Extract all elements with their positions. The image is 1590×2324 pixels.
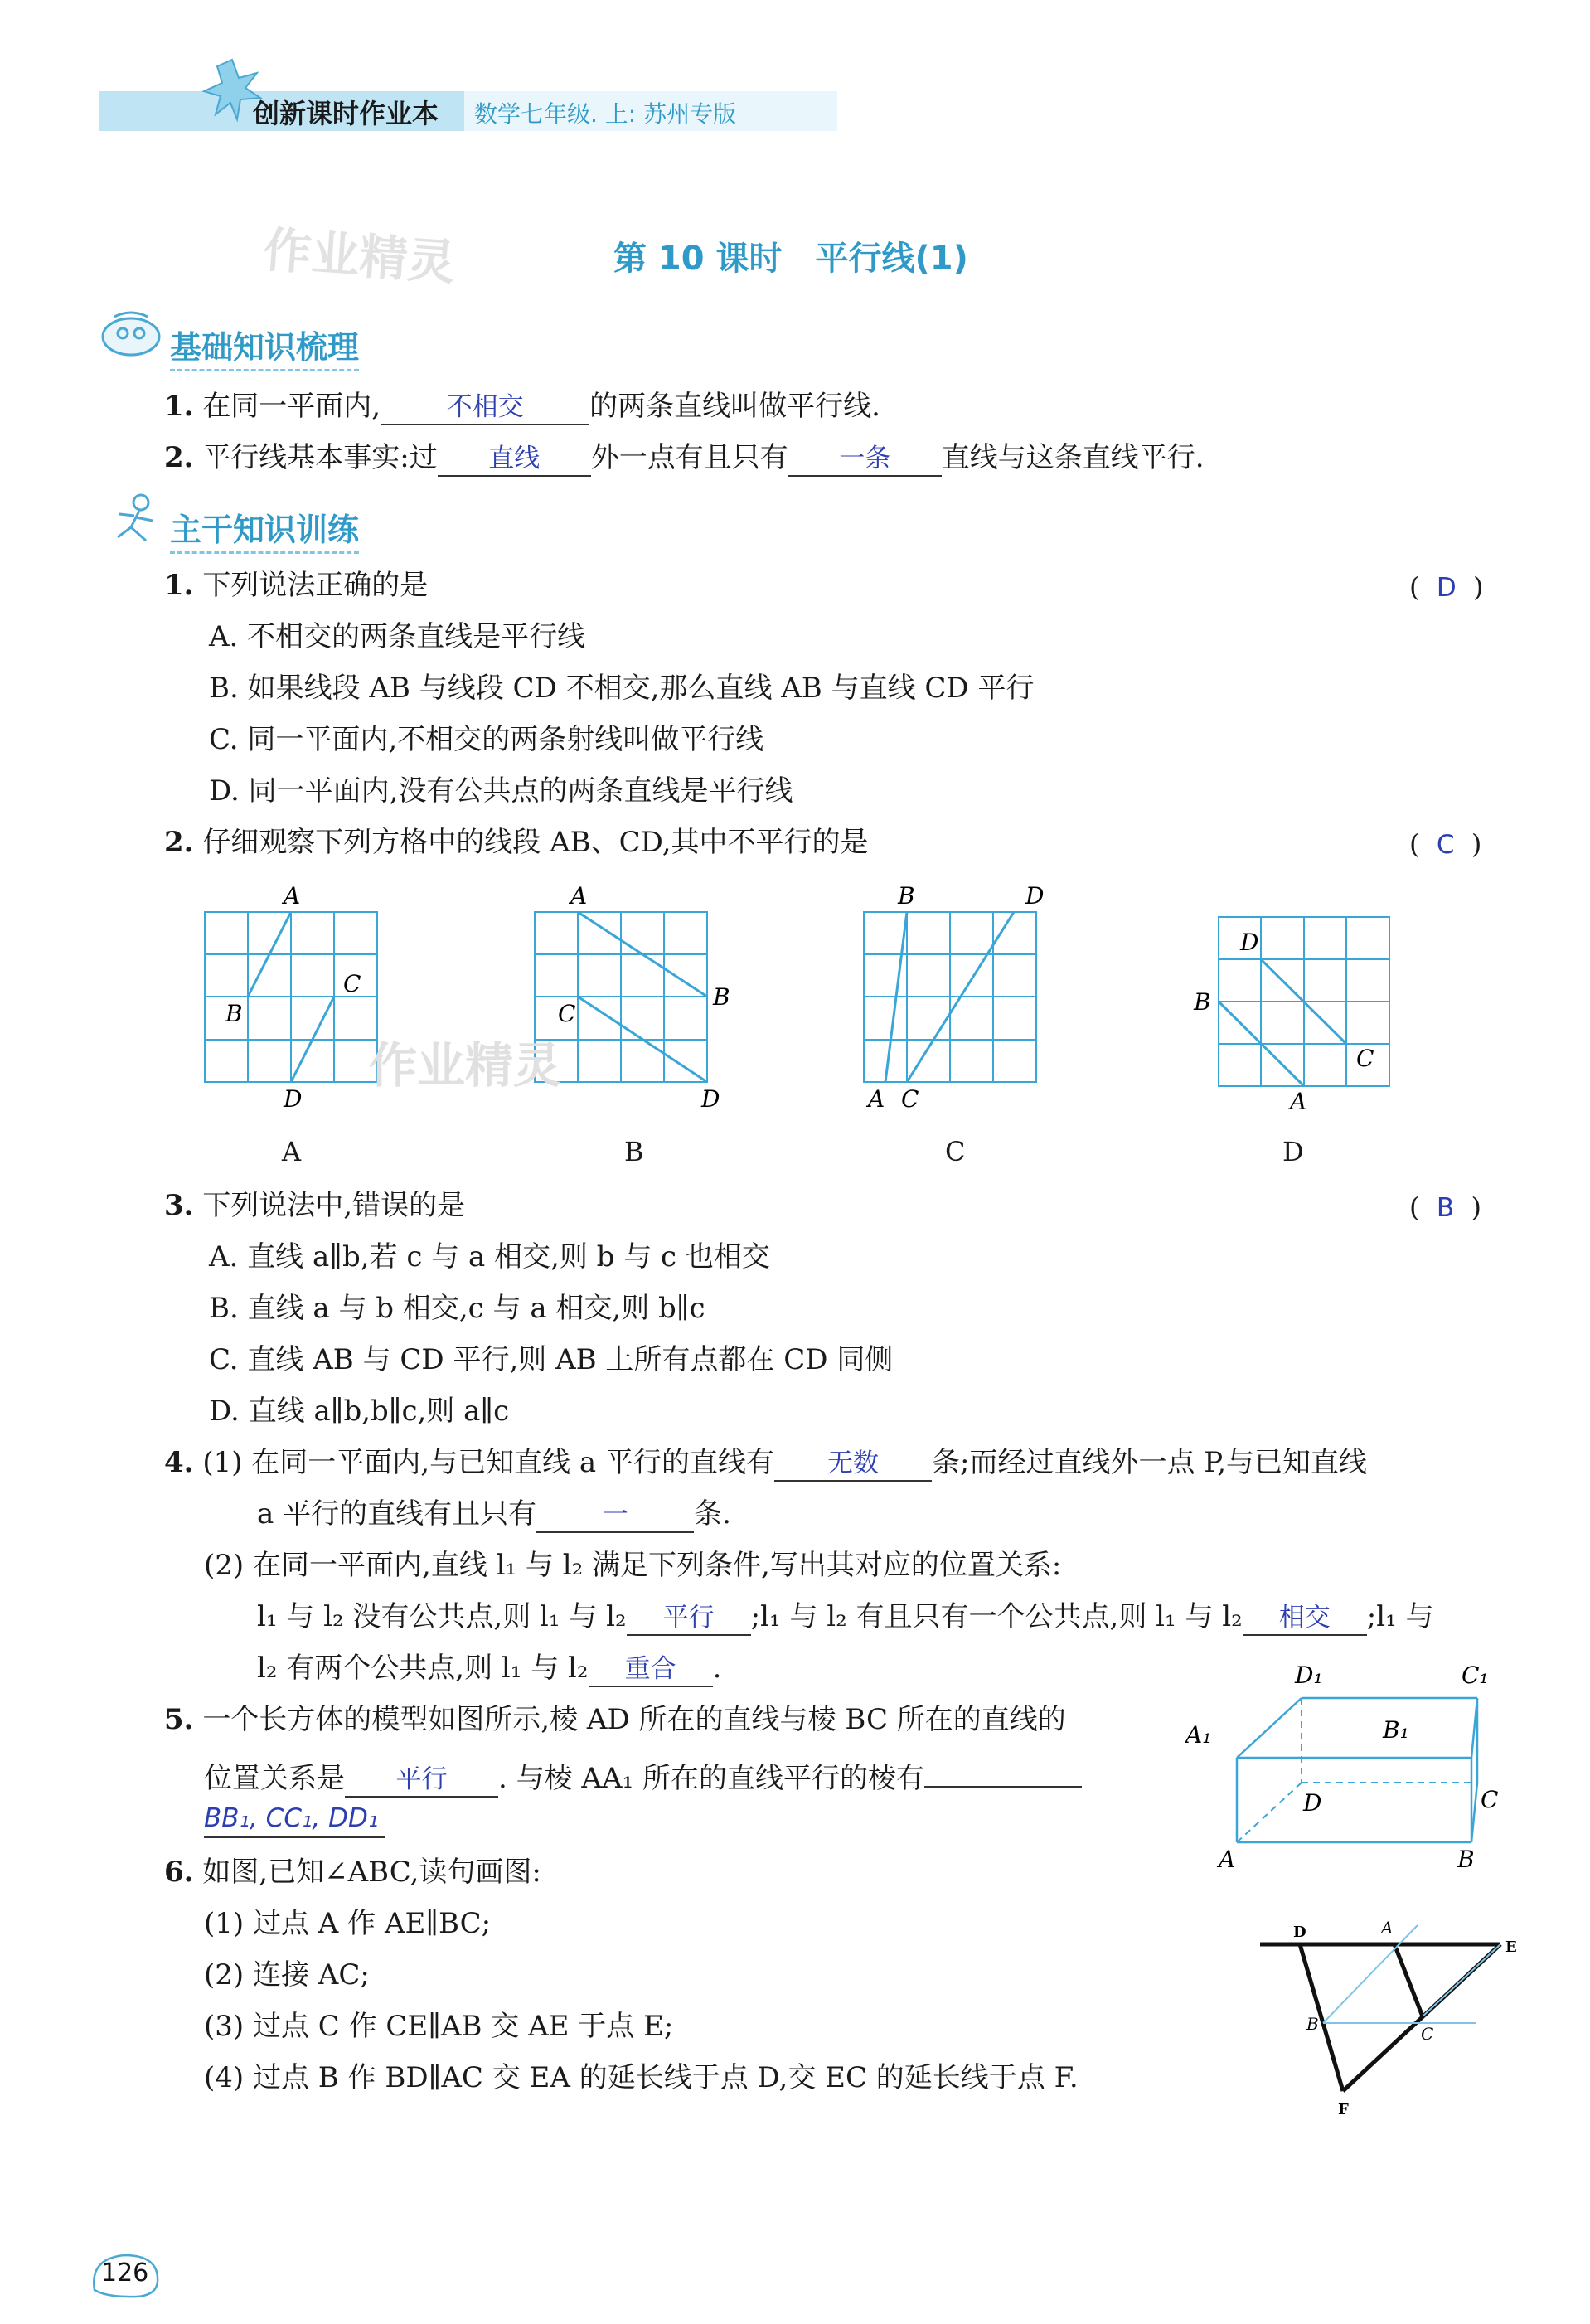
grid-b-label-c: C	[558, 1000, 576, 1027]
s2-q4-line2	[257, 1496, 731, 1533]
construction-figure	[1252, 1907, 1525, 2123]
s2-q2-num: 2.	[164, 826, 194, 859]
s2-q5-line3	[204, 1799, 385, 1838]
s1-q2-answer1: 直线	[488, 444, 541, 473]
s2-q3-text: 下列说法中,错误的是	[202, 1189, 466, 1222]
s2-q3-option-a: A. 直线 a∥b,若 c 与 a 相交,则 b 与 c 也相交	[209, 1240, 770, 1274]
s2-q6-num: 6.	[164, 1856, 194, 1889]
cuboid-label-b1: B₁	[1383, 1716, 1409, 1744]
s2-q4-p2a-answer: 平行	[662, 1603, 715, 1633]
page-number: 126	[101, 2259, 149, 2288]
s2-q4-p1b-answer: 一	[602, 1500, 628, 1530]
watermark-middle: 作业精灵	[369, 1037, 562, 1094]
s2-q4-p2a-answer2: 相交	[1278, 1603, 1331, 1633]
grid-a-label-a: A	[284, 882, 301, 910]
grid-d-label-d: D	[1240, 929, 1259, 956]
grid-d-label-a: A	[1290, 1088, 1307, 1115]
header-series: 创新课时作业本	[253, 98, 439, 129]
grid-figure-c	[850, 879, 1082, 1111]
s2-q2-stem	[164, 824, 869, 861]
grid-c-label-c: C	[901, 1085, 919, 1111]
s2-q1-option-d: D. 同一平面内,没有公共点的两条直线是平行线	[209, 774, 793, 808]
s2-q4-p2: (2) 在同一平面内,直线 l₁ 与 l₂ 满足下列条件,写出其对应的位置关系:	[204, 1549, 1062, 1582]
watermark-top: 作业精灵	[261, 221, 458, 291]
s2-q6-step-3: (3) 过点 C 作 CE∥AB 交 AE 于点 E;	[204, 2010, 674, 2043]
s2-q4-p2a-post: ;l₁ 与	[1366, 1600, 1434, 1633]
s2-q1-answer: D	[1436, 573, 1457, 603]
grid-b-label-a: A	[570, 882, 588, 910]
s2-q1-option-c: C. 同一平面内,不相交的两条射线叫做平行线	[209, 723, 764, 756]
grid-a-label-d: D	[284, 1085, 303, 1111]
section2-title: 主干知识训练	[170, 504, 359, 554]
s2-q1-option-a: A. 不相交的两条直线是平行线	[209, 620, 586, 653]
s2-q2-text: 仔细观察下列方格中的线段 AB、CD,其中不平行的是	[202, 826, 869, 859]
s2-q6-text: 如图,已知∠ABC,读句画图:	[202, 1856, 541, 1889]
s2-q5-l1: 一个长方体的模型如图所示,棱 AD 所在的直线与棱 BC 所在的直线的	[202, 1703, 1066, 1736]
s2-q4-line1	[164, 1444, 1367, 1482]
s2-q5-l2-answer: 平行	[395, 1764, 448, 1794]
s1-q1-post: 的两条直线叫做平行线.	[589, 390, 880, 423]
cuboid-label-a1: A₁	[1185, 1721, 1212, 1749]
s2-q4-p1b-post: 条.	[694, 1497, 731, 1531]
s2-q1-num: 1.	[164, 569, 194, 602]
grid-d-label-c: C	[1356, 1045, 1374, 1072]
s1-q2-num: 2.	[164, 441, 194, 474]
lesson-title: 第 10 课时 平行线(1)	[613, 240, 968, 278]
cuboid-label-a: A	[1219, 1846, 1236, 1873]
grid-figure-d	[1187, 879, 1403, 1115]
s2-q4-p1-answer: 无数	[827, 1448, 879, 1478]
grid-caption-a: A	[282, 1136, 302, 1167]
s2-q4-line4	[257, 1599, 1434, 1636]
s2-q4-p2a-mid: ;l₁ 与 l₂ 有且只有一个公共点,则 l₁ 与 l₂	[750, 1600, 1243, 1633]
s2-q3-option-d: D. 直线 a∥b,b∥c,则 a∥c	[209, 1395, 510, 1428]
construction-label-d: D	[1293, 1924, 1306, 1941]
grid-figure-a	[191, 879, 398, 1111]
s2-q5-line2	[204, 1753, 1082, 1798]
construction-label-a: A	[1381, 1918, 1394, 1938]
s1-q1	[164, 388, 880, 425]
grid-c-label-a: A	[868, 1085, 885, 1111]
s2-q6-step-2: (2) 连接 AC;	[204, 1958, 370, 1992]
s2-q6-step-1: (1) 过点 A 作 AE∥BC;	[204, 1907, 492, 1940]
s2-q4-p2b-pre: l₂ 有两个公共点,则 l₁ 与 l₂	[257, 1652, 589, 1685]
cuboid-label-d: D	[1303, 1789, 1322, 1817]
s1-q2-answer2: 一条	[839, 444, 891, 473]
s1-q1-pre: 在同一平面内,	[202, 390, 381, 423]
grid-caption-b: B	[624, 1136, 644, 1167]
construction-label-e: E	[1505, 1938, 1517, 1956]
s2-q3-stem	[164, 1187, 465, 1224]
s1-q2-post: 直线与这条直线平行.	[941, 441, 1205, 474]
cuboid-figure	[1185, 1650, 1500, 1874]
s1-q2-mid: 外一点有且只有	[590, 441, 788, 474]
construction-label-c: C	[1421, 2024, 1434, 2044]
grid-a-label-b: B	[225, 1000, 243, 1027]
s2-q1-text: 下列说法正确的是	[202, 569, 429, 602]
s1-q1-num: 1.	[164, 390, 194, 423]
s2-q2-answer: C	[1436, 830, 1455, 860]
s2-q1-answer-bracket: ( D )	[1409, 571, 1484, 603]
s2-q3-option-b: B. 直线 a 与 b 相交,c 与 a 相交,则 b∥c	[209, 1292, 705, 1325]
s2-q4-p1b-pre: a 平行的直线有且只有	[257, 1497, 537, 1531]
cuboid-label-c1: C₁	[1462, 1662, 1489, 1689]
cuboid-label-c: C	[1481, 1786, 1499, 1813]
s2-q3-answer: B	[1436, 1193, 1455, 1223]
s1-q2-pre: 平行线基本事实:过	[202, 441, 438, 474]
s2-q4-p2a-pre: l₁ 与 l₂ 没有公共点,则 l₁ 与 l₂	[257, 1600, 627, 1633]
s2-q4-num: 4.	[164, 1446, 194, 1479]
s2-q2-answer-bracket: ( C )	[1409, 828, 1482, 860]
s2-q4-p2b-post: .	[712, 1652, 722, 1685]
grid-a-label-c: C	[343, 970, 361, 997]
s2-q1-stem	[164, 567, 428, 604]
header-subtitle: 数学七年级. 上: 苏州专版	[474, 100, 737, 128]
grid-caption-c: C	[945, 1136, 966, 1167]
construction-label-f: F	[1338, 2101, 1349, 2118]
s2-q5-l2-pre: 位置关系是	[204, 1762, 345, 1795]
grid-b-label-b: B	[713, 983, 730, 1011]
s2-q4-p1-pre: (1) 在同一平面内,与已知直线 a 平行的直线有	[202, 1446, 774, 1479]
grid-d-label-b: B	[1194, 988, 1211, 1016]
s2-q1-option-b: B. 如果线段 AB 与线段 CD 不相交,那么直线 AB 与直线 CD 平行	[209, 672, 1035, 705]
s1-q1-answer: 不相交	[446, 392, 524, 422]
cuboid-label-d1: D₁	[1295, 1662, 1323, 1689]
s2-q4-line5	[257, 1650, 721, 1687]
s2-q5-num: 5.	[164, 1703, 194, 1736]
grid-caption-d: D	[1282, 1136, 1304, 1167]
s2-q3-option-c: C. 直线 AB 与 CD 平行,则 AB 上所有点都在 CD 同侧	[209, 1343, 894, 1376]
section-mascot-icon	[98, 308, 172, 360]
s2-q5-l2-post: . 与棱 AA₁ 所在的直线平行的棱有	[498, 1762, 924, 1795]
grid-b-label-d: D	[701, 1085, 720, 1111]
s2-q5-line1	[164, 1701, 1066, 1738]
s2-q6-step-4: (4) 过点 B 作 BD∥AC 交 EA 的延长线于点 D,交 EC 的延长线于点 F.	[204, 2061, 1079, 2094]
section-runner-icon	[98, 491, 172, 546]
s2-q5-l3-answer: BB₁, CC₁, DD₁	[204, 1800, 385, 1838]
s2-q4-p1-post: 条;而经过直线外一点 P,与已知直线	[931, 1446, 1368, 1479]
cuboid-label-b: B	[1457, 1846, 1475, 1873]
s2-q6-stem	[164, 1854, 541, 1890]
construction-label-b: B	[1306, 2014, 1319, 2034]
grid-c-label-d: D	[1025, 882, 1045, 910]
section1-title: 基础知识梳理	[170, 322, 359, 371]
s2-q3-num: 3.	[164, 1189, 194, 1222]
s2-q4-p2b-answer: 重合	[624, 1654, 676, 1684]
s1-q2	[164, 439, 1205, 477]
s2-q3-answer-bracket: ( B )	[1409, 1191, 1481, 1223]
grid-c-label-b: B	[898, 882, 915, 910]
